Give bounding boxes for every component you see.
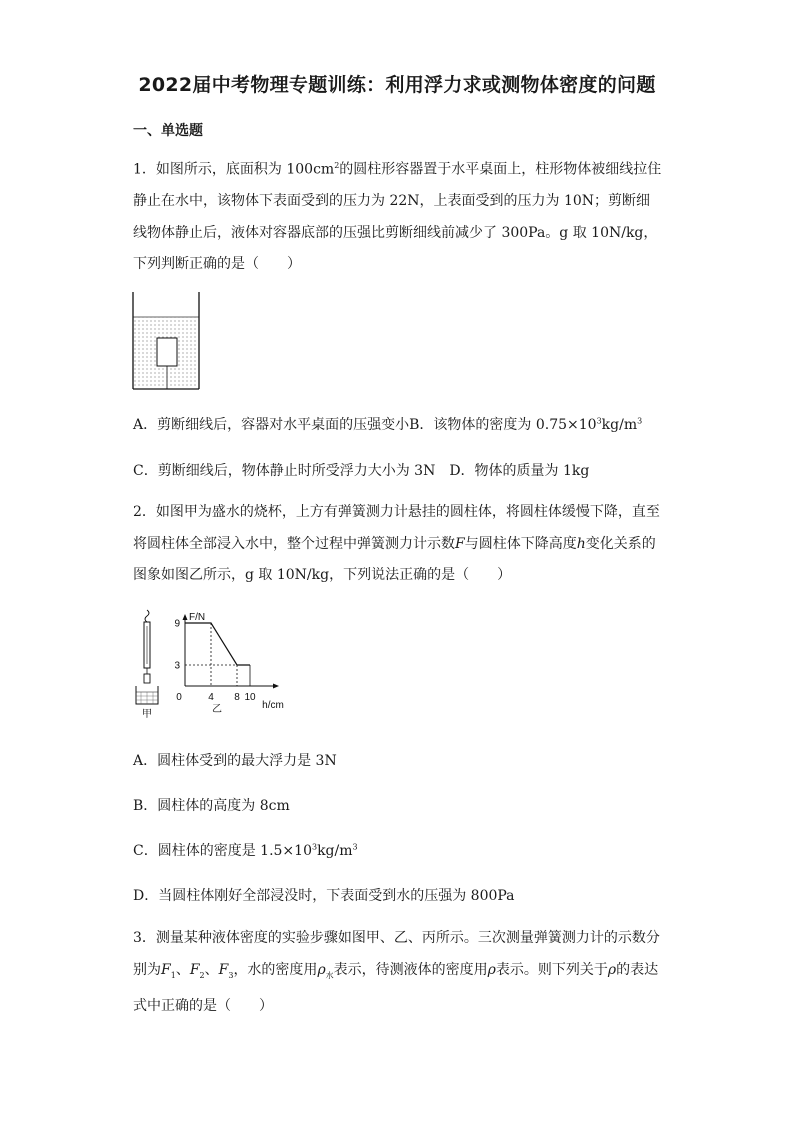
x-tick-label: 10 bbox=[244, 692, 256, 703]
y-tick-label: 9 bbox=[174, 618, 180, 630]
label-yi: 乙 bbox=[212, 704, 222, 715]
section-heading: 一、单选题 bbox=[133, 123, 203, 139]
page-title: 2022届中考物理专题训练：利用浮力求或测物体密度的问题 bbox=[138, 74, 656, 96]
x-tick-label: 0 bbox=[176, 692, 182, 703]
label-jia: 甲 bbox=[142, 709, 152, 720]
y-axis-label: F/N bbox=[189, 612, 206, 623]
graph-yi bbox=[174, 612, 283, 715]
q2-option-a: A．圆柱体受到的最大浮力是 3N bbox=[133, 753, 337, 769]
figure-2 bbox=[130, 608, 300, 723]
question-3-text: 3．测量某种液体密度的实验步骤如图甲、乙、丙所示。三次测量弹簧测力计的示数分别为$F_1$、$F_2$、$F_3$，水的密度用$\rho_水$表示，待测液体的密度用ρ表示。则下列关于ρ的表达式中正确的是（ ） bbox=[133, 930, 660, 1014]
x-axis-label: h/cm bbox=[262, 700, 284, 711]
cylinder bbox=[144, 674, 150, 683]
q2-option-c: C．圆柱体的密度是 $1.5\times 10^3kg/m^3$ bbox=[133, 842, 358, 859]
figure-1-container bbox=[130, 292, 210, 392]
y-tick-label: 3 bbox=[174, 660, 180, 672]
question-1-text: 1．如图所示，底面积为 $100cm^2$的圆柱形容器置于水平桌面上，柱形物体被细线拉住静止在水中，该物体下表面受到的压力为 22N，上表面受到的压力为 10N；剪断细线物体静止后，液体对容器底部的压强比剪断细线前减少了 300Pa。g 取 10N/kg，下列判断正确的是（ ） bbox=[133, 161, 662, 273]
x-tick-label: 4 bbox=[208, 692, 214, 703]
q1-options-ab: A．剪断细线后，容器对水平桌面的压强变小B．该物体的密度为 $0.75\times 10^3kg/m^3$ bbox=[133, 416, 643, 433]
spring-scale-apparatus bbox=[136, 610, 158, 720]
q1-options-cd: C．剪断细线后，物体静止时所受浮力大小为 3N D．物体的质量为 1kg bbox=[133, 463, 590, 479]
y-axis-arrow bbox=[183, 614, 188, 620]
question-2-text: 2．如图甲为盛水的烧杯，上方有弹簧测力计悬挂的圆柱体，将圆柱体缓慢下降，直至将圆柱体全部浸入水中，整个过程中弹簧测力计示数F与圆柱体下降高度h变化关系的图象如图乙所示，g 取 10N/kg，下列说法正确的是（ ） bbox=[133, 504, 660, 583]
q2-option-b: B．圆柱体的高度为 8cm bbox=[133, 798, 290, 814]
x-tick-label: 8 bbox=[234, 692, 240, 703]
q2-option-d: D．当圆柱体刚好全部浸没时，下表面受到水的压强为 800Pa bbox=[133, 888, 515, 904]
cylinder-object bbox=[157, 338, 177, 366]
series-line bbox=[185, 623, 250, 665]
x-axis-arrow bbox=[273, 684, 279, 689]
